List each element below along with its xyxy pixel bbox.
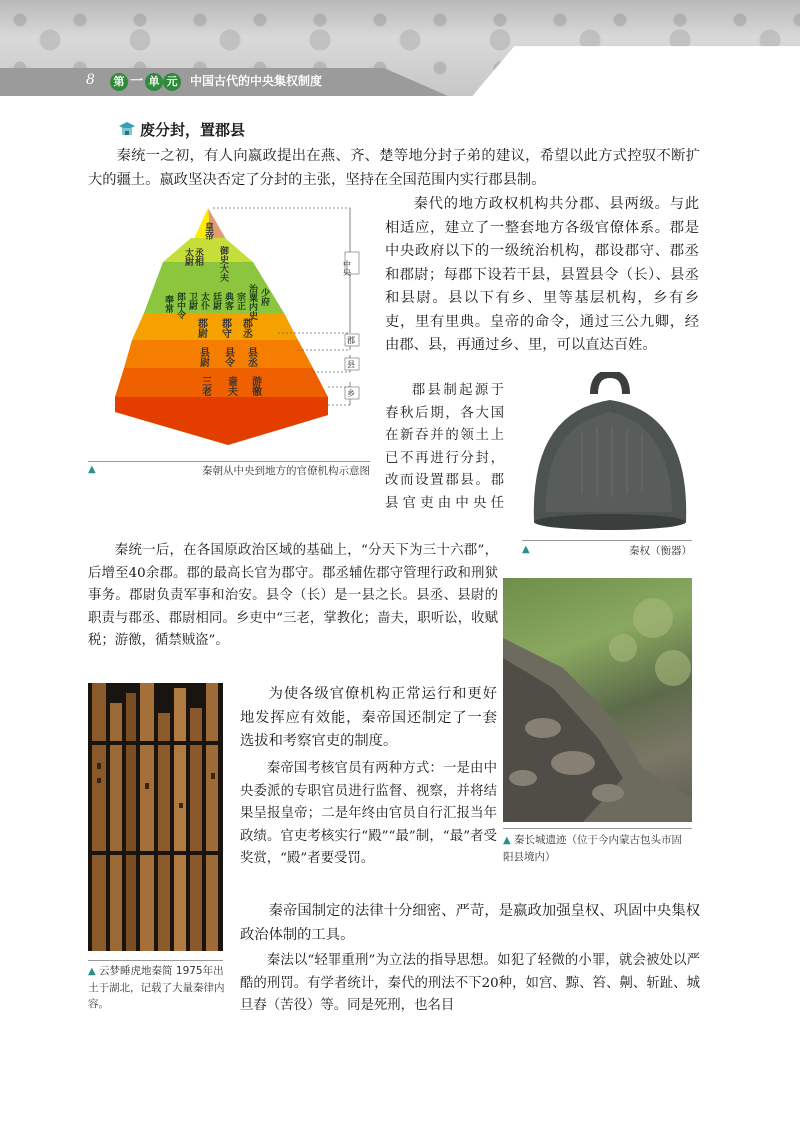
pyramid-l3: 奉常: [163, 295, 173, 313]
pyramid-l3: 宗正: [235, 292, 245, 310]
unit-char: 第: [110, 73, 128, 91]
great-wall-photo: [503, 578, 692, 822]
weight-image: [522, 372, 692, 534]
aside-thirty-six-commanderies: 秦统一后，在各国原政治区域的基础上，“分天下为三十六郡”，后增至40余郡。郡的最高长官为郡守。郡丞辅佐郡守管理行政和刑狱事务。郡尉负责军事和治安。县令（长）是一县之长。县丞、县尉的职责与郡丞、郡尉相同。乡吏中“三老，掌教化；啬夫，职听讼，收赋税；游徼，循禁贼盗”。: [88, 543, 498, 648]
wall-caption: [503, 832, 692, 865]
triangle-icon: ▲: [88, 966, 96, 977]
pyramid-l4: 郡丞: [240, 318, 252, 338]
bracket-central: 中央: [342, 260, 352, 276]
caption-rule: [522, 540, 692, 541]
unit-char: 单: [145, 73, 163, 91]
pyramid-l2: 太尉: [183, 248, 193, 266]
pyramid-l2: 御史大夫: [218, 246, 228, 282]
pyramid-l2: 丞相: [193, 248, 203, 266]
pyramid-l3: 郎中令: [175, 292, 185, 319]
triangle-icon: ▲: [503, 835, 511, 846]
slips-caption-text: 云梦睡虎地秦简 1975年出土于湖北，记载了大量秦律内容。: [88, 965, 225, 1010]
pyramid-l5: 县尉: [197, 347, 209, 367]
slips-caption: [88, 963, 228, 1012]
page-number: 8: [86, 72, 95, 88]
chapter-title: 中国古代的中央集权制度: [190, 74, 323, 88]
triangle-icon: ▲: [522, 544, 530, 555]
section-icon: [118, 121, 136, 137]
pyramid-l5: 县令: [222, 347, 234, 367]
pyramid-l3: 卫尉: [187, 292, 197, 310]
aside-penal-law: 秦法以“轻罪重刑”为立法的指导思想。如犯了轻微的小罪，就会被处以严酷的刑罚。有学者统计，秦代的刑法不下20种，如宫、黥、笞、劓、斩趾、城旦舂（苦役）等。同是死刑，也名目: [240, 953, 700, 1013]
pyramid-l3: 太仆: [199, 292, 209, 310]
aside-prefecture-origin-text: 郡县制起源于春秋后期，各大国在新吞并的领土上已不再进行分封，改而设置郡县。郡县官吏由中央任: [385, 383, 505, 511]
caption-rule: [503, 828, 692, 829]
pyramid-l3: 典客: [223, 292, 233, 310]
paragraph-official-selection: 为使各级官僚机构正常运行和更好地发挥应有效能，秦帝国还制定了一套选拔和考察官吏的制度。: [240, 686, 497, 749]
pyramid-l4: 郡尉: [195, 318, 207, 338]
unit-char: 一: [130, 74, 144, 89]
paragraph-intro: 秦统一之初，有人向嬴政提出在燕、齐、楚等地分封子弟的建议，希望以此方式控驭不断扩大的疆土。嬴政坚决否定了分封的主张，坚持在全国范围内实行郡县制。: [88, 148, 700, 188]
bracket-township: 乡: [347, 389, 355, 398]
weight-photo: [522, 372, 692, 534]
weight-caption-text: 秦权（衡器）: [629, 545, 692, 557]
triangle-icon: ▲: [88, 464, 96, 475]
section-title: 废分封，置郡县: [140, 121, 246, 139]
great-wall-image: [503, 578, 692, 822]
bracket-county: 县: [347, 360, 355, 369]
paragraph-laws: 秦帝国制定的法律十分细密、严苛，是嬴政加强皇权、巩固中央集权政治体制的工具。: [240, 903, 700, 943]
pyramid-caption-text: 秦朝从中央到地方的官僚机构示意图: [202, 465, 370, 477]
pyramid-l3: 少府: [259, 288, 269, 306]
pyramid-emperor: 皇帝: [203, 222, 213, 240]
pyramid-l6: 三老: [199, 376, 211, 396]
pyramid-l4: 郡守: [219, 318, 231, 338]
weight-caption: [522, 543, 692, 558]
pyramid-l6: 游徼: [249, 376, 261, 396]
pyramid-l3: 廷尉: [211, 292, 221, 310]
bamboo-slips-image: [88, 683, 223, 951]
pyramid-l6: 啬夫: [225, 376, 237, 396]
pyramid-l3: 治粟内史: [247, 284, 257, 320]
unit-label: [110, 70, 181, 91]
bamboo-slips-photo: [88, 683, 223, 951]
pyramid-l5: 县丞: [245, 347, 257, 367]
bracket-commandery: 郡: [347, 336, 355, 345]
paragraph-local-government: 秦代的地方政权机构共分郡、县两级。与此相适应，建立了一整套地方各级官僚体系。郡是中央政府以下的一级统治机构，郡设郡守、郡丞和郡尉；每郡下设若干县，县置县令（长）、县丞和县尉。县以下有乡、里等基层机构，乡有乡吏，里有里典。皇帝的命令，通过三公九卿，经由郡、县，再通过乡、里，可以直达百姓。: [385, 196, 699, 353]
wall-caption-text: 秦长城遗迹（位于今内蒙古包头市固阳县境内）: [503, 834, 683, 863]
unit-char: 元: [163, 73, 181, 91]
caption-rule: [88, 960, 223, 961]
aside-official-assessment: 秦帝国考核官员有两种方式：一是由中央委派的专职官员进行监督、视察，并将结果呈报皇帝；二是年终由官员自行汇报当年政绩。官吏考核实行“殿”“最”制，“最”者受奖赏，“殿”者要受罚。: [240, 761, 497, 866]
